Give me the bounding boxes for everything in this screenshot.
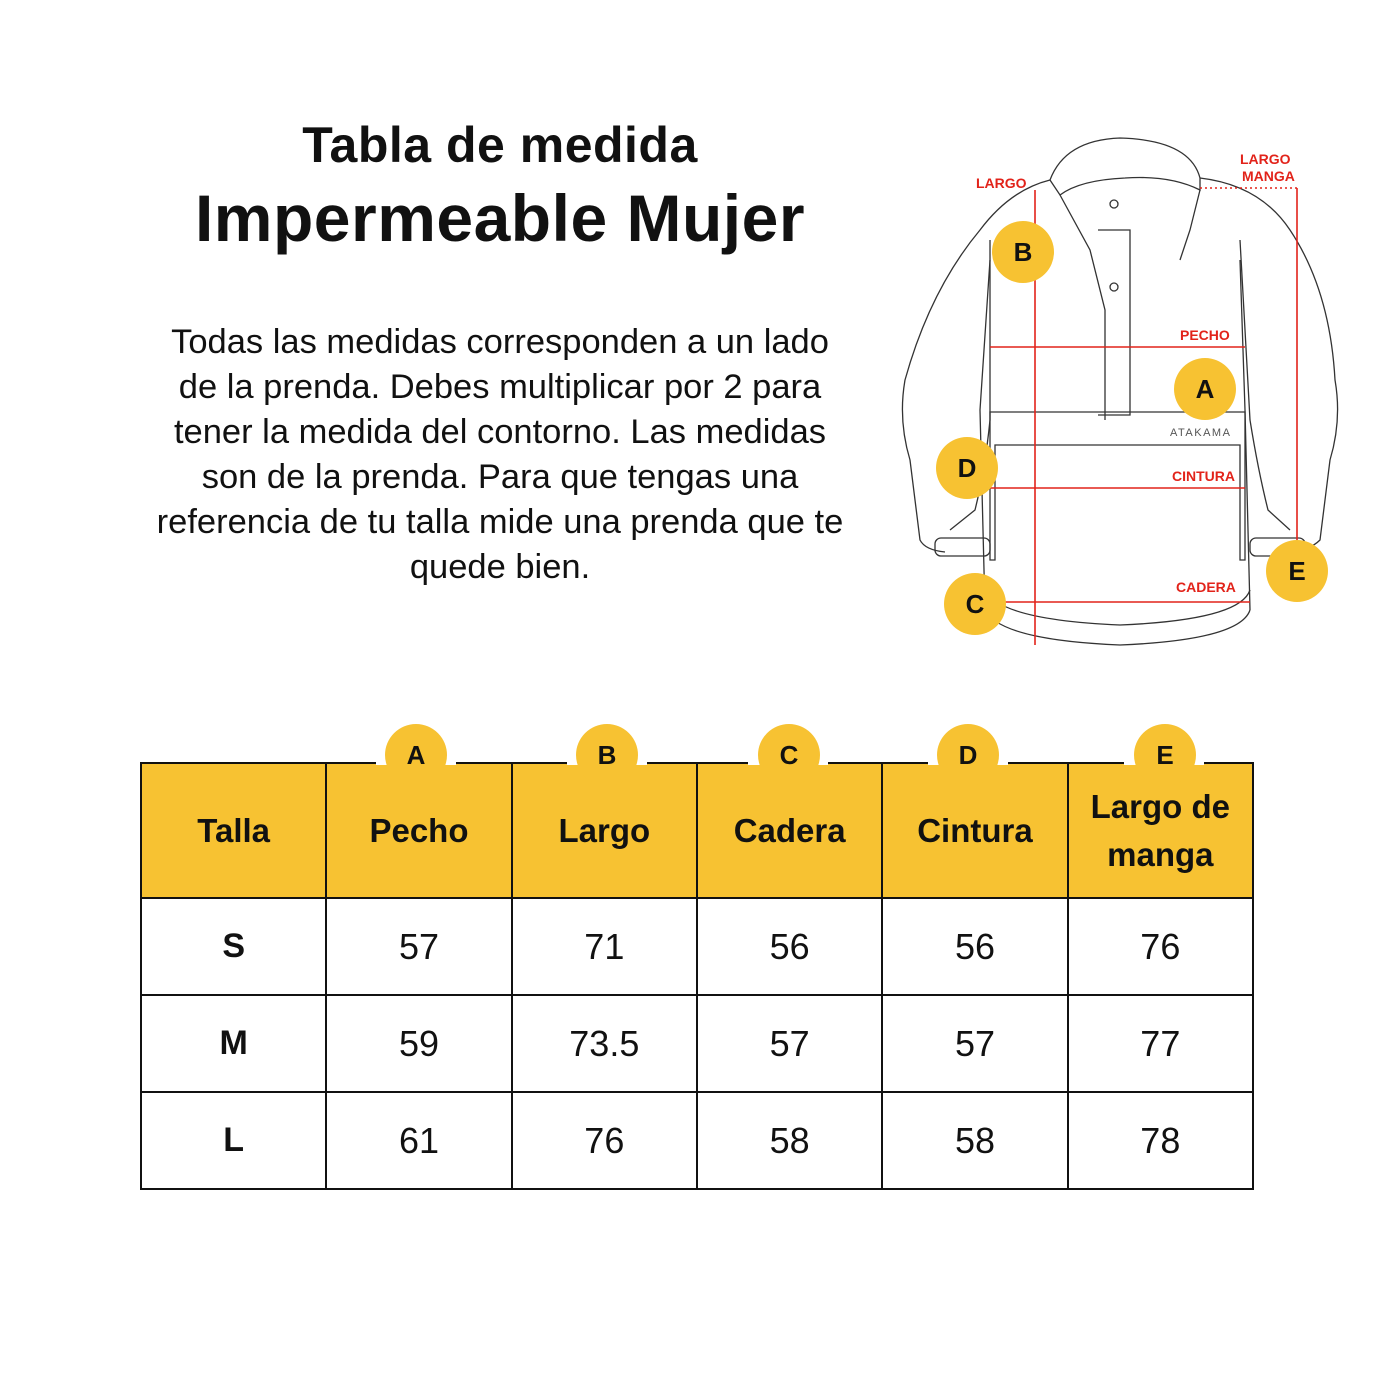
value-cell: 58	[882, 1092, 1067, 1189]
header-largo-manga: Largo de manga	[1068, 763, 1253, 898]
label-pecho: PECHO	[1180, 327, 1230, 343]
label-cadera: CADERA	[1176, 579, 1236, 595]
table-row	[141, 898, 1253, 995]
column-badge-a: A	[385, 724, 447, 786]
value-cell: 76	[512, 1092, 697, 1189]
left-cuff	[935, 538, 990, 556]
value-cell: 59	[326, 995, 511, 1092]
label-largo-manga-2: MANGA	[1242, 168, 1295, 184]
collar-outline	[1050, 138, 1200, 195]
value-cell: 61	[326, 1092, 511, 1189]
marker-a: A	[1174, 358, 1236, 420]
label-largo-manga-1: LARGO	[1240, 151, 1291, 167]
marker-c: C	[944, 573, 1006, 635]
button-bottom	[1110, 283, 1118, 291]
table-row	[141, 995, 1253, 1092]
size-table	[140, 762, 1254, 1190]
header-pecho: Pecho	[326, 763, 511, 898]
label-cintura: CINTURA	[1172, 468, 1235, 484]
column-badge-d: D	[937, 724, 999, 786]
column-badge-e: E	[1134, 724, 1196, 786]
value-cell: 57	[697, 995, 882, 1092]
page-title: Impermeable Mujer	[194, 181, 806, 255]
value-cell: 57	[326, 898, 511, 995]
column-badge-b: B	[576, 724, 638, 786]
value-cell: 73.5	[512, 995, 697, 1092]
table-header-row	[141, 763, 1253, 898]
marker-e: E	[1266, 540, 1328, 602]
value-cell: 56	[697, 898, 882, 995]
column-badge-c: C	[758, 724, 820, 786]
header-largo: Largo	[512, 763, 697, 898]
placket	[1098, 230, 1130, 415]
size-cell: L	[141, 1092, 326, 1189]
value-cell: 76	[1068, 898, 1253, 995]
description-text: Todas las medidas corresponden a un lado de la prenda. Debes multiplicar por 2 para tener la medida del contorno. Las medidas son de la prenda. Para que tengas una referencia de tu talla mide una prenda que te quede bien.	[156, 323, 844, 586]
label-largo: LARGO	[976, 175, 1027, 191]
size-cell: M	[141, 995, 326, 1092]
button-top	[1110, 200, 1118, 208]
jacket-diagram	[890, 120, 1350, 660]
value-cell: 77	[1068, 995, 1253, 1092]
value-cell: 78	[1068, 1092, 1253, 1189]
size-cell: S	[141, 898, 326, 995]
value-cell: 71	[512, 898, 697, 995]
marker-d: D	[936, 437, 998, 499]
page-title-small: Tabla de medida	[302, 117, 698, 173]
brand-label: ATAKAMA	[1170, 427, 1232, 439]
value-cell: 57	[882, 995, 1067, 1092]
value-cell: 56	[882, 898, 1067, 995]
hem	[985, 610, 1250, 645]
header-cadera: Cadera	[697, 763, 882, 898]
marker-b: B	[992, 221, 1054, 283]
table-row	[141, 1092, 1253, 1189]
header-talla: Talla	[141, 763, 326, 898]
value-cell: 58	[697, 1092, 882, 1189]
header-cintura: Cintura	[882, 763, 1067, 898]
